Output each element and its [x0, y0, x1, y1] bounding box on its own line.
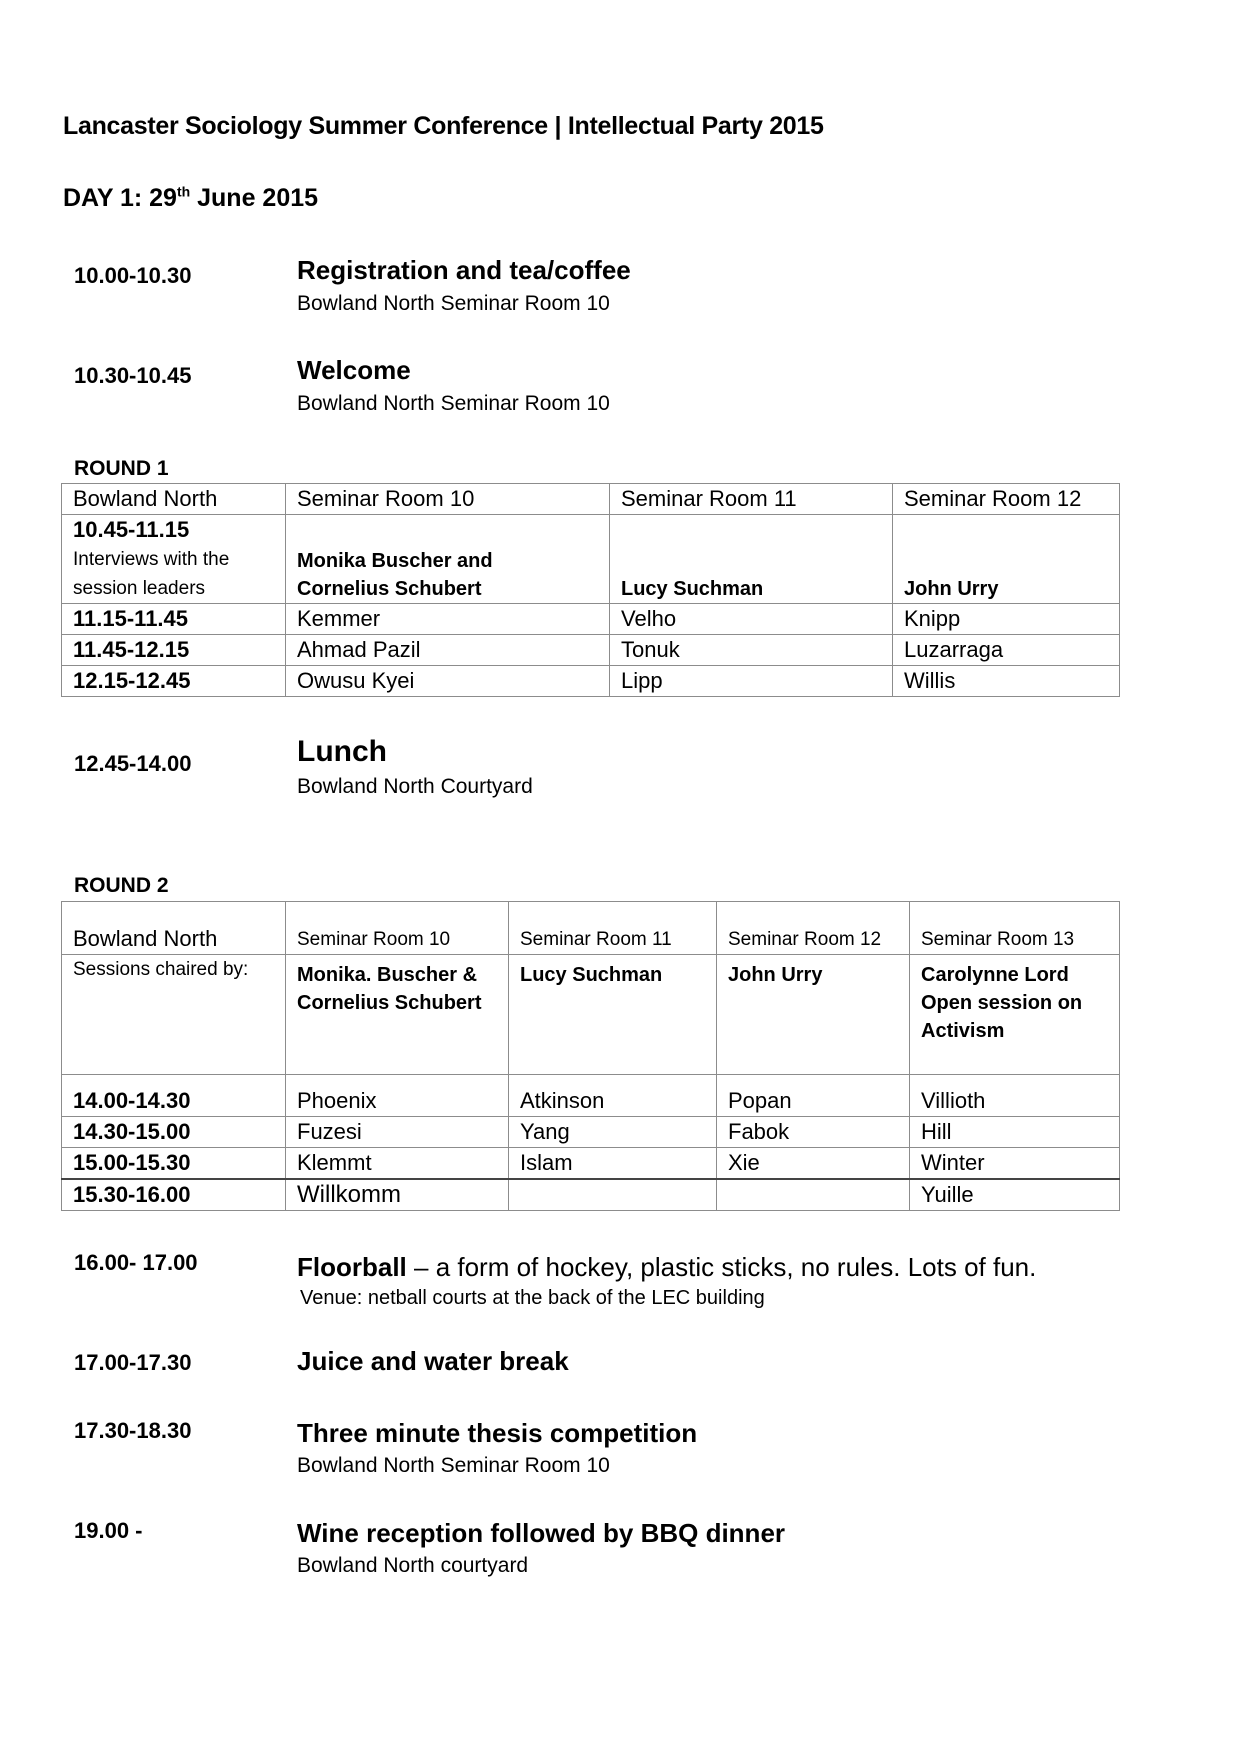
- speaker-cell: Owusu Kyei: [286, 666, 610, 697]
- table-header-row: [62, 484, 1120, 515]
- table-row: [62, 666, 1120, 697]
- speaker-cell: [717, 1179, 910, 1211]
- header-cell: Seminar Room 12: [717, 902, 910, 955]
- table-header-row: [62, 902, 1120, 955]
- speaker-cell: Ahmad Pazil: [286, 635, 610, 666]
- speaker-cell: Kemmer: [286, 604, 610, 635]
- speaker-cell: Willkomm: [286, 1179, 509, 1211]
- speaker-cell: Fabok: [717, 1117, 910, 1148]
- event-title: Floorball – a form of hockey, plastic sticks, no rules. Lots of fun.: [297, 1252, 1037, 1282]
- speaker-cell: Atkinson: [509, 1075, 717, 1117]
- chair-cell: Monika. Buscher & Cornelius Schubert: [286, 955, 509, 1075]
- chairs-row: [62, 955, 1120, 1075]
- header-cell: Seminar Room 12: [893, 484, 1120, 515]
- speaker-cell: John Urry: [893, 515, 1120, 604]
- time-cell: 15.30-16.00: [62, 1179, 286, 1211]
- event-time: 10.30-10.45: [74, 363, 192, 388]
- speaker-cell: Winter: [910, 1148, 1120, 1180]
- day-superscript: th: [176, 183, 191, 200]
- speaker-cell: Xie: [717, 1148, 910, 1180]
- header-cell: Seminar Room 10: [286, 902, 509, 955]
- header-cell: Seminar Room 13: [910, 902, 1120, 955]
- speaker-cell: Monika Buscher and Cornelius Schubert: [286, 515, 610, 604]
- event-location: Bowland North Courtyard: [297, 775, 533, 798]
- speaker-cell: [509, 1179, 717, 1211]
- speaker-cell: Hill: [910, 1117, 1120, 1148]
- day-heading: DAY 1: 29th June 2015: [63, 183, 319, 212]
- event-location: Bowland North Seminar Room 10: [297, 392, 610, 415]
- event-time: 17.30-18.30: [74, 1418, 192, 1443]
- chair-cell: Carolynne Lord Open session on Activism: [910, 955, 1120, 1075]
- event-title: Juice and water break: [297, 1346, 569, 1376]
- speaker-cell: Yuille: [910, 1179, 1120, 1211]
- table-row: [62, 1179, 1120, 1211]
- event-location: Bowland North Seminar Room 10: [297, 1454, 610, 1477]
- event-title: Three minute thesis competition: [297, 1418, 698, 1448]
- speaker-cell: Luzarraga: [893, 635, 1120, 666]
- table-row: [62, 604, 1120, 635]
- time-cell: 10.45-11.15 Interviews with the session leaders: [62, 515, 286, 604]
- time-cell: 15.00-15.30: [62, 1148, 286, 1180]
- round1-label: ROUND 1: [74, 457, 169, 480]
- time-cell: 14.00-14.30: [62, 1075, 286, 1117]
- header-cell: Seminar Room 11: [509, 902, 717, 955]
- event-time: 17.00-17.30: [74, 1350, 192, 1375]
- event-location: Bowland North courtyard: [297, 1554, 529, 1577]
- chairs-label: Sessions chaired by:: [62, 955, 286, 1075]
- speaker-cell: Islam: [509, 1148, 717, 1180]
- event-title: Wine reception followed by BBQ dinner: [297, 1518, 786, 1548]
- speaker-cell: Velho: [610, 604, 893, 635]
- header-cell: Seminar Room 11: [610, 484, 893, 515]
- round1-table: [61, 483, 1120, 697]
- table-row: [62, 1148, 1120, 1180]
- time-cell: 11.15-11.45: [62, 604, 286, 635]
- event-location: Venue: netball courts at the back of the LEC building: [300, 1287, 765, 1309]
- speaker-cell: Lucy Suchman: [610, 515, 893, 604]
- event-title: Registration and tea/coffee: [297, 255, 631, 285]
- speaker-cell: Yang: [509, 1117, 717, 1148]
- event-time: 10.00-10.30: [74, 263, 192, 288]
- table-row: [62, 515, 1120, 604]
- chair-cell: Lucy Suchman: [509, 955, 717, 1075]
- round2-table: [61, 901, 1120, 1211]
- time-cell: 14.30-15.00: [62, 1117, 286, 1148]
- time-cell: 11.45-12.15: [62, 635, 286, 666]
- table-row: [62, 1117, 1120, 1148]
- speaker-cell: Tonuk: [610, 635, 893, 666]
- speaker-cell: Villioth: [910, 1075, 1120, 1117]
- event-time: 16.00- 17.00: [74, 1250, 198, 1275]
- page-title: Lancaster Sociology Summer Conference | Intellectual Party 2015: [63, 112, 824, 140]
- speaker-cell: Popan: [717, 1075, 910, 1117]
- event-time: 12.45-14.00: [74, 751, 192, 776]
- header-cell: Bowland North: [62, 902, 286, 955]
- table-row: [62, 1075, 1120, 1117]
- speaker-cell: Lipp: [610, 666, 893, 697]
- time-cell: 12.15-12.45: [62, 666, 286, 697]
- event-description: – a form of hockey, plastic sticks, no rules. Lots of fun.: [406, 1252, 1037, 1282]
- round2-label: ROUND 2: [74, 874, 169, 897]
- speaker-cell: Willis: [893, 666, 1120, 697]
- table-row: [62, 635, 1120, 666]
- speaker-cell: Fuzesi: [286, 1117, 509, 1148]
- event-time: 19.00 -: [74, 1518, 143, 1543]
- speaker-cell: Phoenix: [286, 1075, 509, 1117]
- event-location: Bowland North Seminar Room 10: [297, 292, 610, 315]
- header-cell: Seminar Room 10: [286, 484, 610, 515]
- event-title: Lunch: [297, 735, 387, 768]
- event-title: Welcome: [297, 355, 411, 385]
- header-cell: Bowland North: [62, 484, 286, 515]
- speaker-cell: Knipp: [893, 604, 1120, 635]
- speaker-cell: Klemmt: [286, 1148, 509, 1180]
- chair-cell: John Urry: [717, 955, 910, 1075]
